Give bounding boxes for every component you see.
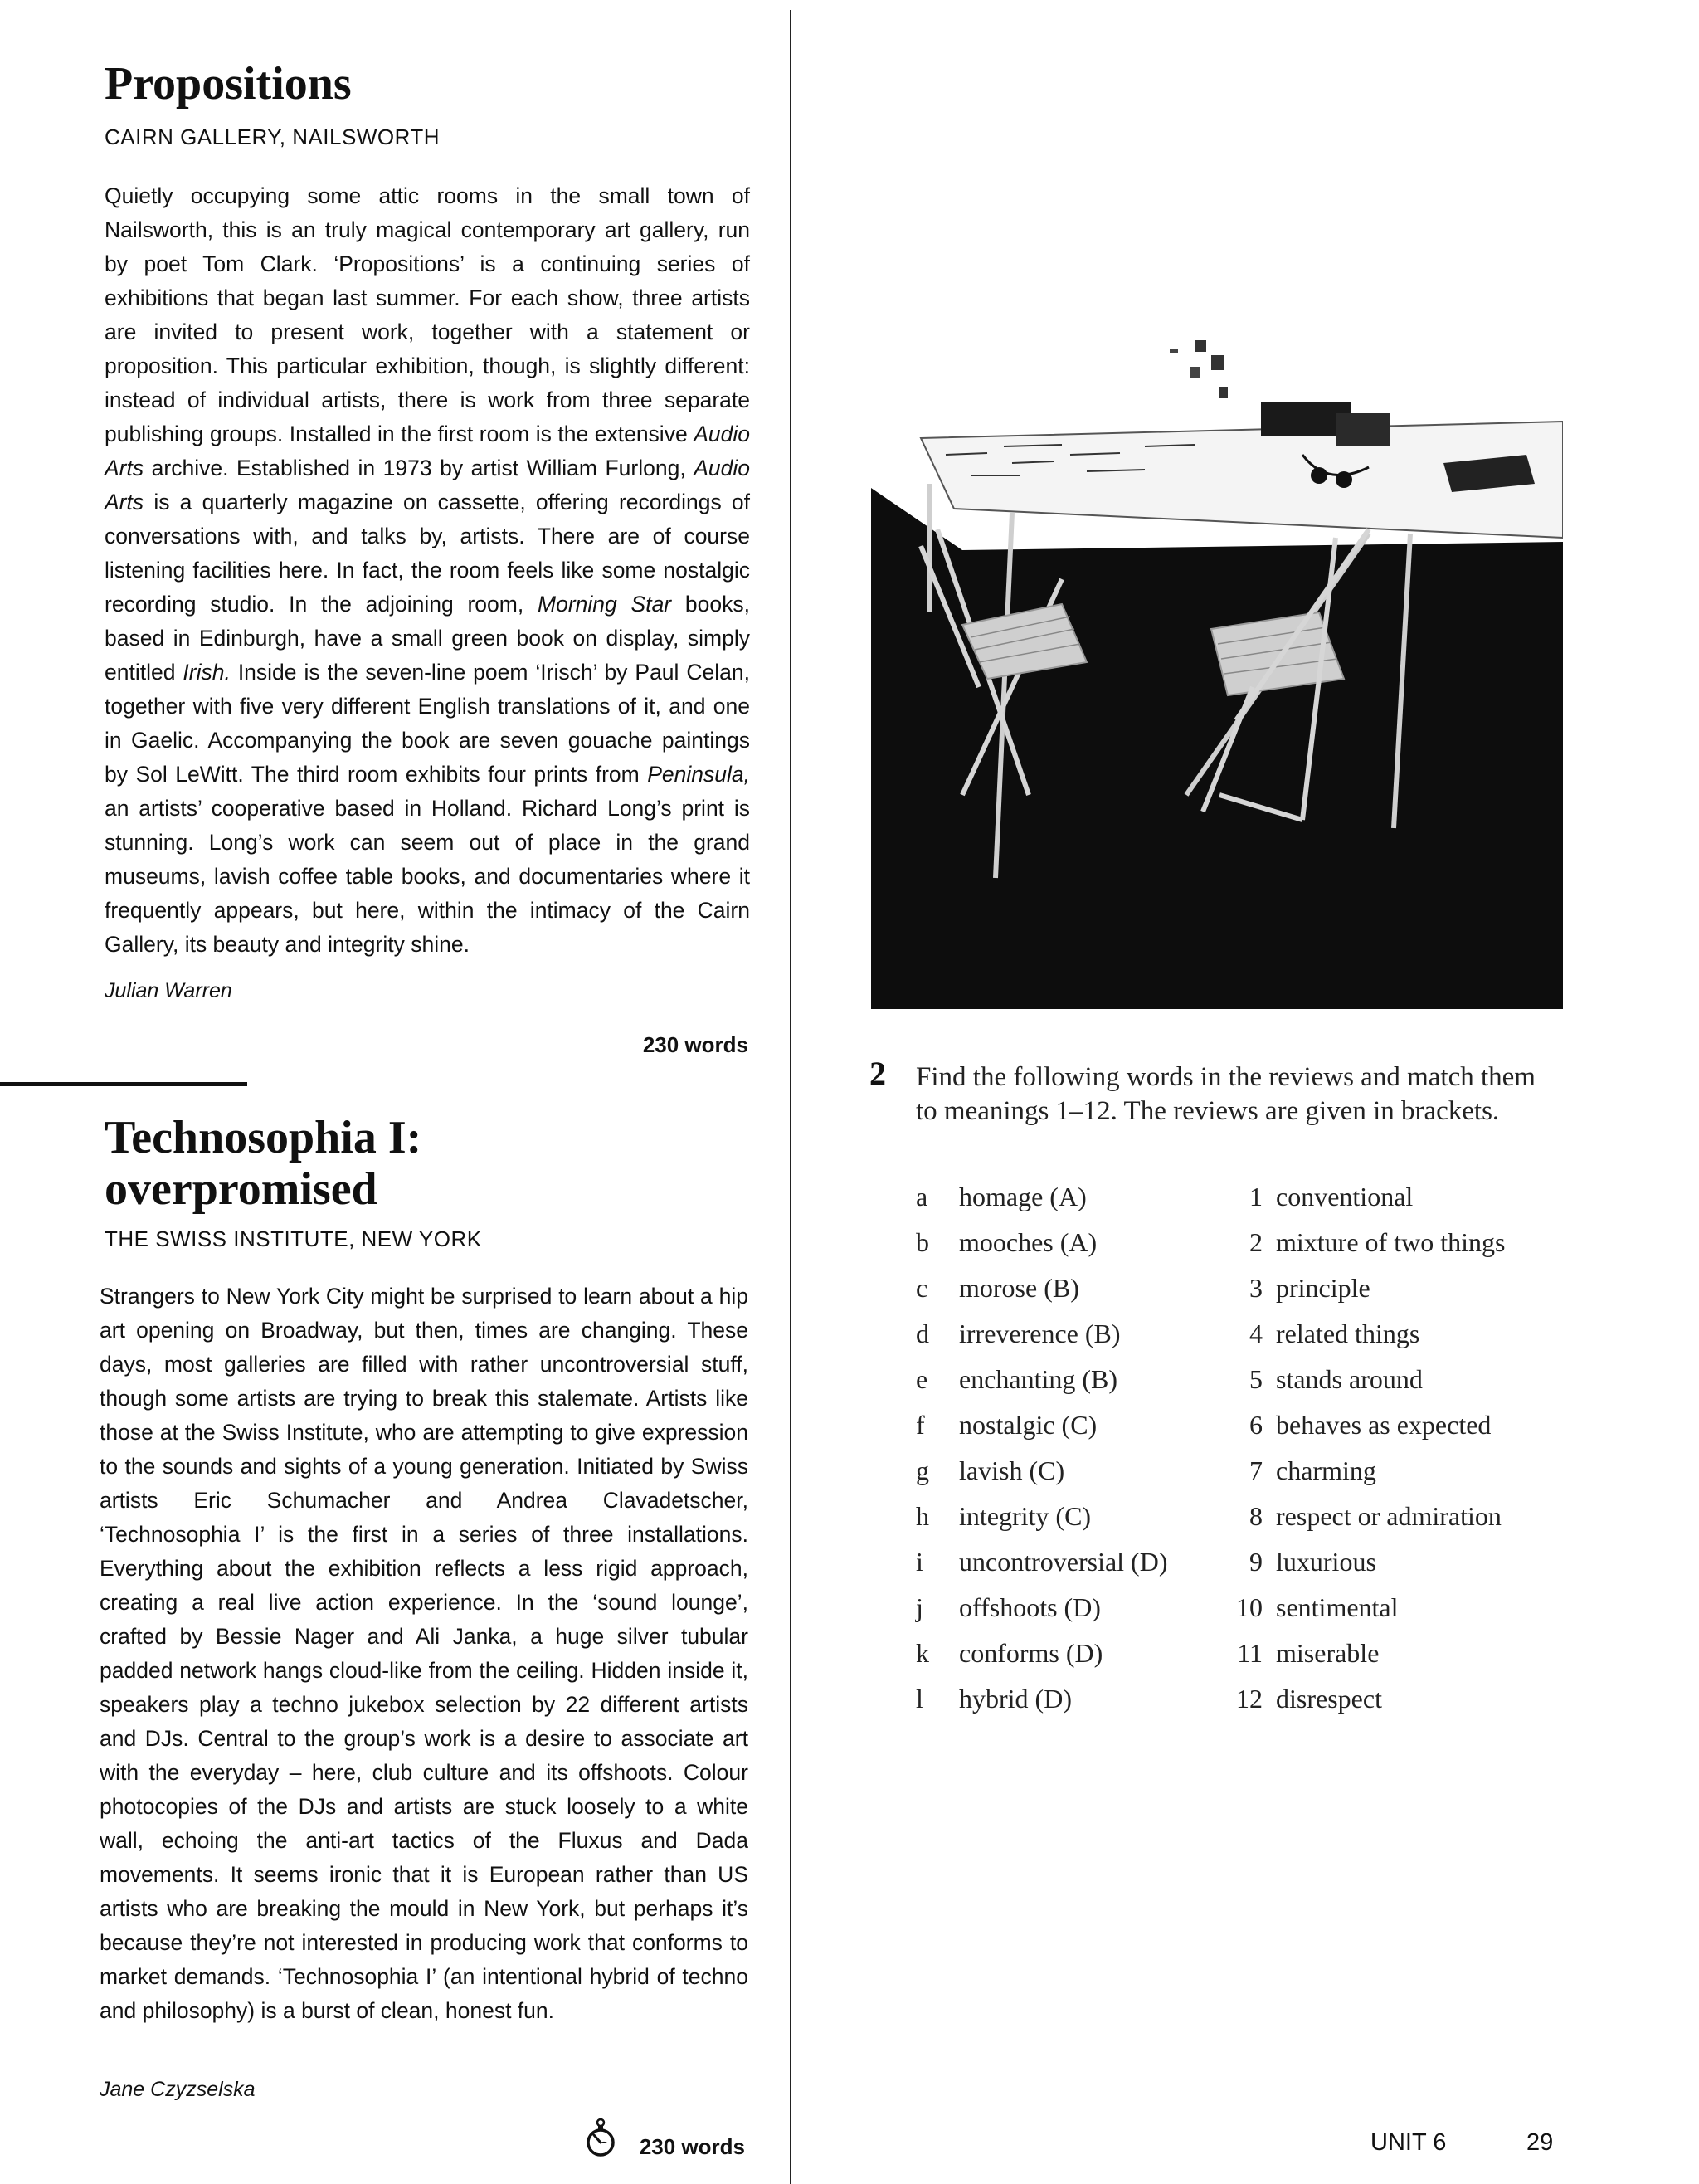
word-item: integrity (C) — [959, 1501, 1092, 1531]
review-a-body — [105, 179, 750, 962]
meaning-item: luxurious — [1276, 1547, 1376, 1577]
meaning-number: 1 — [1249, 1182, 1263, 1211]
italic-title-segment: Peninsula, — [647, 762, 750, 787]
word-letter: j — [916, 1592, 923, 1622]
word-item: lavish (C) — [959, 1455, 1065, 1485]
meaning-item: respect or admiration — [1276, 1501, 1502, 1531]
meaning-number: 12 — [1236, 1684, 1263, 1714]
word-item: irreverence (B) — [959, 1319, 1121, 1348]
italic-title-segment: Audio Arts — [105, 456, 750, 514]
exercise-number: 2 — [869, 1055, 886, 1092]
body-segment: Quietly occupying some attic rooms in the small town of Nailsworth, this is an truly magical contemporary art gallery, run by poet Tom Clark. ‘Propositions’ is a continuing series of exhibitions that began last summer. For each show, three artists are invited to present work, together with a statement or proposition. This particular exhibition, though, is slightly different: instead of individual artists, there is work from three separate publishing groups. Installed in the first room is the extensive — [105, 183, 750, 446]
word-item: enchanting (B) — [959, 1364, 1118, 1394]
body-segment: books, based in Edinburgh, have a small green book on display, simply entitled — [105, 592, 750, 685]
meaning-number: 3 — [1249, 1273, 1263, 1303]
word-item: mooches (A) — [959, 1227, 1098, 1257]
word-item: conforms (D) — [959, 1638, 1103, 1668]
review-a-venue: CAIRN GALLERY, NAILSWORTH — [105, 124, 441, 149]
word-item: hybrid (D) — [959, 1684, 1072, 1714]
word-letter: f — [916, 1410, 925, 1440]
italic-title-segment: Audio Arts — [105, 422, 750, 480]
meaning-item: principle — [1276, 1273, 1370, 1303]
word-letter: h — [916, 1501, 929, 1531]
body-segment: Inside is the seven-line poem ‘Irisch’ by Paul Celan, together with five very different English translations of it, and one in Gaelic. Accompanying the book are seven gouache paintings by Sol LeWitt. The third room exhibits four prints from — [105, 660, 750, 787]
word-item: morose (B) — [959, 1273, 1079, 1303]
word-item: offshoots (D) — [959, 1592, 1101, 1622]
meaning-item: behaves as expected — [1276, 1410, 1492, 1440]
word-letter: i — [916, 1547, 923, 1577]
page-number: 29 — [1526, 2129, 1554, 2156]
meaning-item: sentimental — [1276, 1592, 1399, 1622]
word-item: uncontroversial (D) — [959, 1547, 1168, 1577]
review-a-title: Propositions — [105, 58, 352, 110]
meaning-number: 5 — [1249, 1364, 1263, 1394]
word-letter: d — [916, 1319, 929, 1348]
gallery-photo — [871, 330, 1563, 1009]
meaning-item: charming — [1276, 1455, 1376, 1485]
meaning-item: related things — [1276, 1319, 1420, 1348]
word-letter: l — [916, 1684, 923, 1714]
meaning-item: disrespect — [1276, 1684, 1382, 1714]
exercise-instruction: Find the following words in the reviews and match them to meanings 1–12. The reviews are given in brackets. — [916, 1062, 1536, 1126]
body-segment: an artists’ cooperative based in Holland. Richard Long’s print is stunning. Long’s work can seem out of place in the grand museums, lavish coffee table books, and documentaries where it frequently appears, but here, within the intimacy of the Cairn Gallery, its beauty and integrity shine. — [105, 796, 750, 957]
review-b-word-count: 230 words — [639, 2134, 745, 2159]
unit-label: UNIT 6 — [1370, 2129, 1447, 2156]
review-a-word-count: 230 words — [642, 1032, 748, 1057]
meaning-item: stands around — [1276, 1364, 1423, 1394]
word-letter: b — [916, 1227, 929, 1257]
word-letter: a — [916, 1182, 928, 1211]
italic-title-segment: Morning Star — [538, 592, 672, 617]
section-rule — [0, 1082, 247, 1086]
meaning-number: 10 — [1236, 1592, 1263, 1622]
column-divider — [790, 10, 791, 2184]
review-a-author: Julian Warren — [105, 979, 232, 1002]
meaning-item: miserable — [1276, 1638, 1380, 1668]
italic-title-segment: Irish. — [183, 660, 231, 685]
word-letter: e — [916, 1364, 928, 1394]
review-b-body: Strangers to New York City might be surprised to learn about a hip art opening on Broadway, but then, times are changing. These days, most galleries are filled with rather uncontroversial stuff, though some artists are trying to break this stalemate. Artists like those at the Swiss Institute, who are attempting to give expression to the sounds and sights of a young generation. Initiated by Swiss artists Eric Schumacher and Andrea Clavadetscher, ‘Technosophia I’ is the first in a series of three installations. Everything about the exhibition reflects a less rigid approach, creating a real live action experience. In the ‘sound lounge’, crafted by Bessie Nager and Ali Janka, a huge silver tubular padded network hangs cloud-like from the ceiling. Hidden inside it, speakers play a techno jukebox selection by 22 different artists and DJs. Central to the group’s work is a desire to associate art with the everyday – here, club culture and its offshoots. Colour photocopies of the DJs and artists are stuck loosely to a white wall, echoing the anti-art tactics of the Fluxus and Dada movements. It seems ironic that it is European rather than US artists who are breaking the mould in New York, but perhaps it’s because they’re not interested in producing work that conforms to market demands. ‘Technosophia I’ (an intentional hybrid of techno and philosophy) is a burst of clean, honest fun. — [100, 1284, 748, 2023]
body-segment: archive. Established in 1973 by artist William Furlong, — [144, 456, 694, 480]
body-segment: is a quarterly magazine on cassette, offering recordings of conversations with, and talks by, artists. There are of course listening facilities here. In fact, the room feels like some nostalgic recording studio. In the adjoining room, — [105, 490, 750, 617]
review-b-venue: THE SWISS INSTITUTE, NEW YORK — [105, 1226, 482, 1251]
word-item: nostalgic (C) — [959, 1410, 1098, 1440]
word-letter: c — [916, 1273, 928, 1303]
review-b-title — [105, 1112, 750, 1215]
meaning-number: 6 — [1249, 1410, 1263, 1440]
meaning-item: mixture of two things — [1276, 1227, 1506, 1257]
review-b-title-line1: Technosophia I: — [105, 1112, 422, 1163]
meaning-number: 11 — [1237, 1638, 1263, 1668]
word-item: homage (A) — [959, 1182, 1087, 1211]
meaning-number: 8 — [1249, 1501, 1263, 1531]
meaning-number: 4 — [1249, 1319, 1263, 1348]
review-b-author: Jane Czyzselska — [100, 2078, 256, 2101]
meaning-number: 9 — [1249, 1547, 1263, 1577]
meaning-number: 7 — [1249, 1455, 1263, 1485]
word-letter: k — [916, 1638, 929, 1668]
meaning-number: 2 — [1249, 1227, 1263, 1257]
meaning-item: conventional — [1276, 1182, 1414, 1211]
review-b-title-line2: overpromised — [105, 1163, 377, 1215]
word-letter: g — [916, 1455, 929, 1485]
